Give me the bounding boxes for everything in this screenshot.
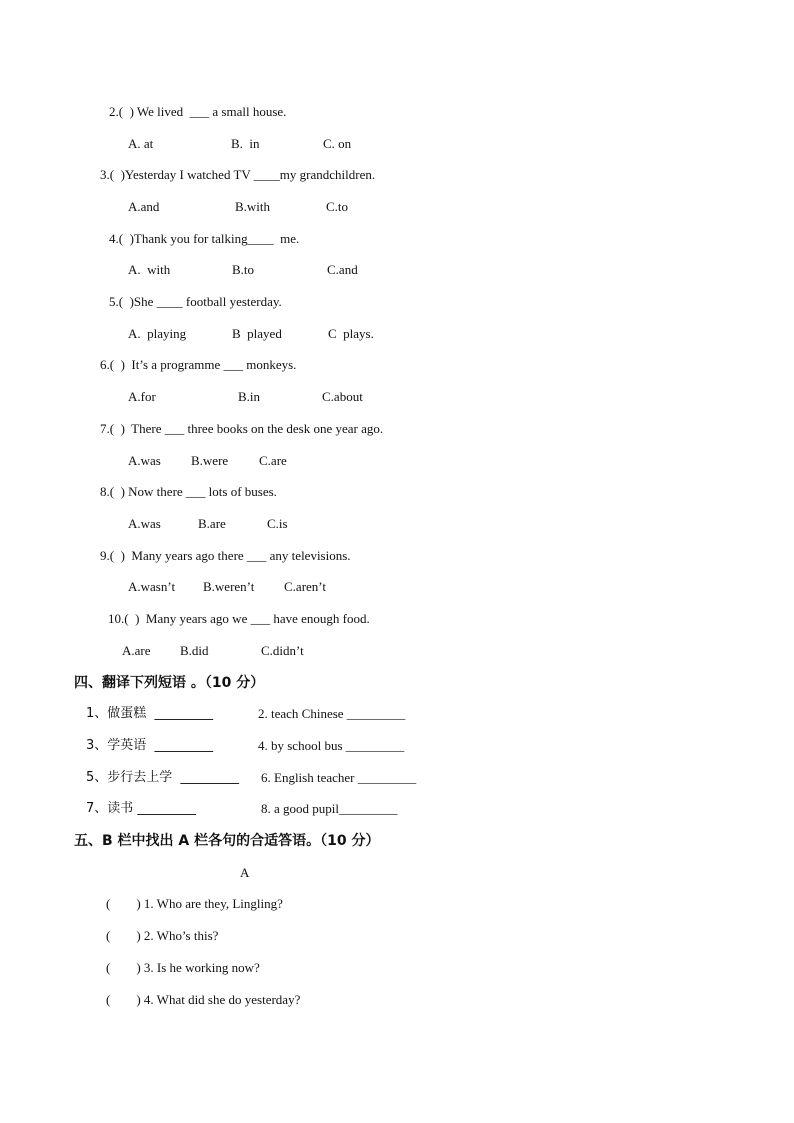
question-9-option-a: A.wasn’t (128, 579, 176, 594)
question-2-option-c: C. on (323, 136, 352, 151)
match-item-1: ( ) 1. Who are they, Lingling? (106, 896, 283, 911)
match-item-2: ( ) 2. Who’s this? (106, 928, 219, 943)
translate-item-5: 5、步行去上学 _________ (86, 770, 240, 785)
question-9-option-c: C.aren’t (284, 579, 326, 594)
question-4-text: 4.( )Thank you for talking____ me. (109, 231, 300, 246)
question-8-option-c: C.is (267, 516, 288, 531)
question-2-text: 2.( ) We lived ___ a small house. (109, 104, 287, 119)
question-5-option-a: A. playing (128, 326, 187, 341)
question-5-option-c: C plays. (328, 326, 374, 341)
question-3-option-c: C.to (326, 199, 349, 214)
question-4-option-c: C.and (327, 262, 358, 277)
match-item-4: ( ) 4. What did she do yesterday? (106, 992, 301, 1007)
question-5-option-b: B played (232, 326, 282, 341)
question-10-option-b: B.did (180, 643, 209, 658)
question-7-option-a: A.was (128, 453, 161, 468)
question-8-text: 8.( ) Now there ___ lots of buses. (100, 484, 277, 499)
question-10-option-a: A.are (122, 643, 151, 658)
translate-item-6: 6. English teacher _________ (261, 770, 417, 785)
section-4-title: 四、翻译下列短语 。（10 分） (74, 675, 265, 691)
translate-item-8: 8. a good pupil_________ (261, 801, 398, 816)
question-2-option-b: B. in (231, 136, 260, 151)
section-5-title: 五、B 栏中找出 A 栏各句的合适答语。（10 分） (74, 833, 380, 849)
translate-item-3: 3、学英语 _________ (86, 738, 214, 753)
question-9-text: 9.( ) Many years ago there ___ any televisions. (100, 548, 351, 563)
question-2-option-a: A. at (128, 136, 154, 151)
question-7-text: 7.( ) There ___ three books on the desk one year ago. (100, 421, 384, 436)
question-7-option-c: C.are (259, 453, 287, 468)
question-7-option-b: B.were (191, 453, 229, 468)
question-6-option-a: A.for (128, 389, 156, 404)
question-9-option-b: B.weren’t (203, 579, 255, 594)
question-6-option-c: C.about (322, 389, 363, 404)
translate-item-7: 7、读书 _________ (86, 801, 196, 816)
translate-item-1: 1、做蛋糕 _________ (86, 706, 214, 721)
question-4-option-a: A. with (128, 262, 171, 277)
question-8-option-b: B.are (198, 516, 226, 531)
translate-item-2: 2. teach Chinese _________ (258, 706, 406, 721)
match-item-3: ( ) 3. Is he working now? (106, 960, 260, 975)
question-5-text: 5.( )She ____ football yesterday. (109, 294, 282, 309)
question-8-option-a: A.was (128, 516, 161, 531)
question-3-text: 3.( )Yesterday I watched TV ____my grandchildren. (100, 167, 376, 182)
question-10-text: 10.( ) Many years ago we ___ have enough food. (108, 611, 370, 626)
question-4-option-b: B.to (232, 262, 255, 277)
question-6-text: 6.( ) It’s a programme ___ monkeys. (100, 357, 297, 372)
question-6-option-b: B.in (238, 389, 261, 404)
translate-item-4: 4. by school bus _________ (258, 738, 405, 753)
question-10-option-c: C.didn’t (261, 643, 304, 658)
question-3-option-b: B.with (235, 199, 271, 214)
column-a-label: A (240, 865, 250, 880)
question-3-option-a: A.and (128, 199, 160, 214)
